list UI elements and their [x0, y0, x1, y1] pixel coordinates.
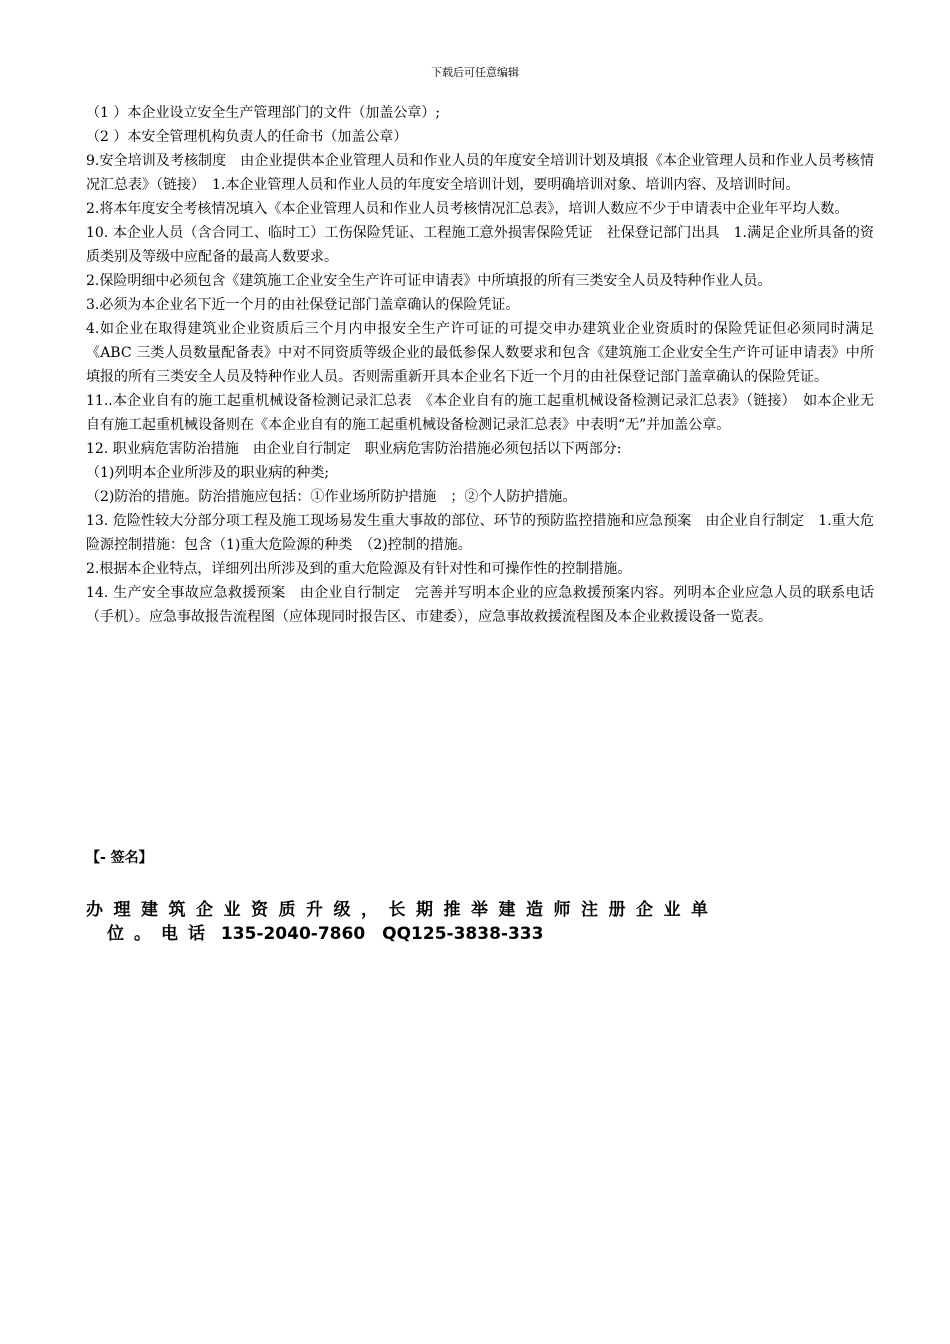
paragraph-line: 4.如企业在取得建筑业企业资质后三个月内申报安全生产许可证的可提交申办建筑业企业资质时的保险凭证但必须同时满足《ABC 三类人员数量配备表》中对不同资质等级企业的最低参保人数要求和包含《建筑施工企业安全生产许可证申请表》中所填报的所有三类安全人员及特种作业人员。否则需重新开具本企业名下近一个月的由社保登记部门盖章确认的保险凭证。 — [86, 321, 874, 385]
page-header: 下载后可任意编辑 — [431, 66, 519, 79]
paragraph-line: 3.必须为本企业名下近一个月的由社保登记部门盖章确认的保险凭证。 — [86, 297, 520, 313]
paragraph-line: 11..本企业自有的施工起重机械设备检测记录汇总表 《本企业自有的施工起重机械设备检测记录汇总表》（链接） 如本企业无自有施工起重机械设备则在《本企业自有的施工起重机械设备检测记录汇总表》中表明“无”并加盖公章。 — [86, 393, 874, 433]
paragraph-line: （1 ）本企业设立安全生产管理部门的文件（加盖公章）; — [86, 105, 441, 121]
paragraph-line: （1)列明本企业所涉及的职业病的种类; — [86, 465, 330, 481]
paragraph-line: 9.安全培训及考核制度 由企业提供本企业管理人员和作业人员的年度安全培训计划及填报《本企业管理人员和作业人员考核情况汇总表》（链接） 1.本企业管理人员和作业人员的年度安全培训计划，要明确培训对象、培训内容、及培训时间。 — [86, 153, 874, 193]
paragraph-line: （2)防治的措施。防治措施应包括：①作业场所防护措施 ；②个人防护措施。 — [86, 489, 577, 505]
paragraph-line: 13. 危险性较大分部分项工程及施工现场易发生重大事故的部位、环节的预防监控措施和应急预案 由企业自行制定 1.重大危险源控制措施：包含（1)重大危险源的种类 （2)控制的措施。 — [86, 513, 874, 553]
document-body — [86, 101, 874, 629]
paragraph-line: 14. 生产安全事故应急救援预案 由企业自行制定 完善并写明本企业的应急救援预案内容。列明本企业应急人员的联系电话（手机）。应急事故报告流程图（应体现同时报告区、市建委），应急事故救援流程图及本企业救援设备一览表。 — [86, 585, 874, 625]
ad-line-2-words: 位。电话 — [107, 924, 215, 944]
ad-line-1: 办理建筑企业资质升级，长期推举建造师注册企业单 — [86, 900, 719, 920]
advertisement — [86, 898, 866, 946]
paragraph-line: （2 ）本安全管理机构负责人的任命书（加盖公章） — [86, 129, 408, 145]
paragraph-line: 2.将本年度安全考核情况填入《本企业管理人员和作业人员考核情况汇总表》，培训人数应不少于申请表中企业年平均人数。 — [86, 201, 849, 217]
paragraph-line: 12. 职业病危害防治措施 由企业自行制定 职业病危害防治措施必须包括以下两部分: — [86, 441, 622, 457]
paragraph-line: 10. 本企业人员（含合同工、临时工）工伤保险凭证、工程施工意外损害保险凭证 社保登记部门出具 1.满足企业所具备的资质类别及等级中应配备的最高人数要求。 — [86, 225, 874, 265]
paragraph-line: 2.保险明细中必须包含《建筑施工企业安全生产许可证申请表》中所填报的所有三类安全人员及特种作业人员。 — [86, 273, 772, 289]
ad-contact: 135-2040-7860 QQ125-3838-333 — [215, 924, 544, 944]
ad-line-2 — [86, 922, 866, 946]
signature-label: 【- 签名】 — [86, 850, 153, 866]
paragraph-line: 2.根据本企业特点，详细列出所涉及到的重大危险源及有针对性和可操作性的控制措施。 — [86, 561, 632, 577]
